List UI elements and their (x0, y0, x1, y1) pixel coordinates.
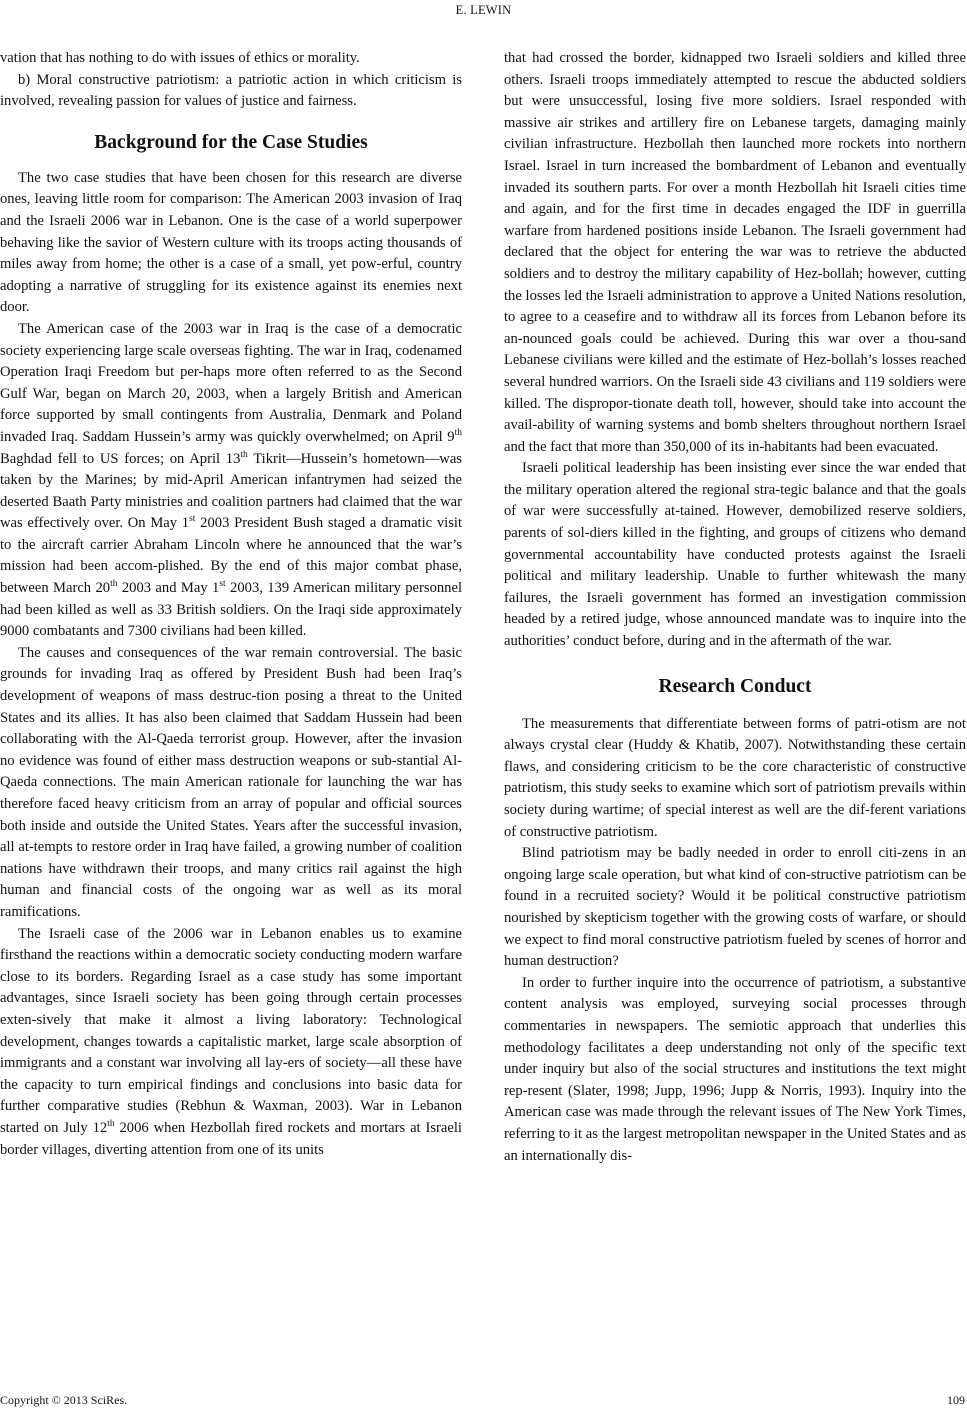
paragraph-iraq-war: The American case of the 2003 war in Iraq is the case of a democratic society experiencing large scale overseas fighting. The war in Iraq, codenamed Operation Iraqi Freedom but per-haps more often referred to as the Second Gulf War, began on March 20, 2003, when a largely British and American force supported by small contingents from Australia, Denmark and Poland invaded Iraq. Saddam Hussein’s army was quickly overwhelmed; on April 9th Baghdad fell to US forces; on April 13th Tikrit—Hussein’s hometown—was taken by the Marines; by mid-April American infantrymen had seized the deserted Baath Party ministries and coalition partners had claimed that the war was effectively over. On May 1st 2003 President Bush staged a dramatic visit to the aircraft carrier Abraham Lincoln where he announced that the war’s mission had been accom-plished. By the end of this major combat phase, between March 20th 2003 and May 1st 2003, 139 American military personnel had been killed as well as 33 British soldiers. On the Iraqi side approximately 9000 combatants and 7300 civilians had been killed. (0, 320, 462, 640)
running-head: E. LEWIN (455, 3, 512, 17)
right-column (504, 48, 966, 1167)
paragraph-israeli-case: The Israeli case of the 2006 war in Lebanon enables us to examine firsthand the reactions within a democratic society conducting modern warfare close to its borders. Regarding Israel as a case study has some important advantages, since Israeli society has been going through certain processes exten-sively that make it almost a living laboratory: Technological development, changes towards a capitalistic market, large scale absorption of immigrants and a constant war involving all lay-ers of society—all these have the capacity to turn empirical findings and conclusions into basic data for further comparative studies (Rebhun & Waxman, 2003). War in Lebanon started on July 12th 2006 when Hezbollah fired rockets and mortars at Israeli border villages, diverting attention from one of its units (0, 925, 462, 1158)
paragraph-moral-patriotism: b) Moral constructive patriotism: a patriotic action in which criticism is involved, revealing passion for values of justice and fairness. (0, 71, 462, 110)
paragraph-measurements: The measurements that differentiate between forms of patri-otism are not always crystal clear (Huddy & Khatib, 2007). Notwithstanding these certain flaws, and considering criticism to be the core characteristic of constructive patriotism, this study seeks to examine which sort of patriotism prevails within society during wartime; of special interest as well are the dif-ferent variations of constructive patriotism. (504, 715, 966, 840)
paragraph-war-causes: The causes and consequences of the war remain controversial. The basic grounds for invading Iraq as offered by President Bush had been Iraq’s development of weapons of mass destruc-tion posing a threat to the United States and its allies. It has also been claimed that Saddam Hussein had been collaborating with the Al-Qaeda terrorist group. However, after the invasion no evidence was found of either mass destruction weapons or sub-stantial Al-Qaeda connections. The main American rationale for launching the war has therefore faced heavy criticism from an array of popular and official sources both inside and outside the United States. Years after the successful invasion, all at-tempts to restore order in Iraq have failed, a growing number of coalition nations have withdrawn their troops, and many critics rail against the high human and financial costs of the ongoing war as well as its moral ramifications. (0, 644, 462, 920)
section-heading-research-conduct: Research Conduct (658, 675, 812, 697)
page-number: 109 (947, 1393, 965, 1407)
paragraph-continuation: vation that has nothing to do with issues of ethics or morality. (0, 50, 360, 66)
paragraph-blind-patriotism: Blind patriotism may be badly needed in order to enroll citi-zens in an ongoing large scale operation, but what kind of con-structive patriotism can be found in a recruited society? Would it be political constructive patriotism nourished by skepticism together with the growing costs of warfare, or should we expect to find moral constructive patriotism fueled by scenes of horror and human destruction? (504, 845, 966, 970)
paragraph-political-leadership: Israeli political leadership has been insisting ever since the war ended that the military operation altered the regional stra-tegic balance and that the goals of war were successfully at-tained. However, demobilized reserve soldiers, parents of sol-diers killed in the fighting, and groups of citizens who demand governmental accountability have conducted protests against the Israeli political and military leadership. Unable to further whitewash the many failures, the Israeli government has formed an investigation commission headed by a retired judge, whose announced mandate was to inquire into the authorities’ conduct before, during and in the aftermath of the war. (504, 460, 966, 650)
left-column (0, 48, 462, 1161)
footer-copyright: Copyright © 2013 SciRes. (0, 1393, 128, 1407)
paragraph-case-studies: The two case studies that have been chosen for this research are diverse ones, leaving little room for comparison: The American 2003 invasion of Iraq and the Israeli 2006 war in Lebanon. One is the case of a world superpower behaving like the savior of Western culture with its troops acting thousands of miles away from home; the other is a case of a small, yet pow-erful, country adopting a narrative of struggling for its existence against its enemies next door. (0, 169, 462, 316)
section-heading-background: Background for the Case Studies (94, 131, 368, 153)
paragraph-lebanon-war: that had crossed the border, kidnapped two Israeli soldiers and killed three others. Israeli troops immediately attempted to rescue the abducted soldiers but were unsuccessful, losing five more soldiers. Israel responded with massive air strikes and artillery fire on Lebanese targets, damaging mainly civilian infrastructure. Hezbollah then launched more rockets into northern Israel. Israel in turn increased the bombardment of Lebanon and eventually invaded its southern parts. For over a month Hezbollah hit Israeli cities time and again, and for the first time in decades engaged the IDF in guerrilla warfare from hardened positions inside Lebanon. The Israeli government had declared that the object for entering the war was to retrieve the abducted soldiers and to destroy the military capability of Hez-bollah; however, cutting the losses led the Israeli administration to approve a United Nations resolution, to agree to a ceasefire and to withdraw all its forces from Lebanon before its an-nounced goals could be achieved. During this war over a thou-sand Lebanese civilians were killed and the estimate of Hez-bollah’s losses reached several hundred warriors. On the Israeli side 43 civilians and 119 soldiers were killed. The dispropor-tionate death toll, however, should take into account the avail-ability of warning systems and bomb shelters throughout northern Israel and the fact that more than 350,000 of its in-habitants had been evacuated. (504, 50, 966, 455)
paragraph-content-analysis: In order to further inquire into the occurrence of patriotism, a substantive content analysis was employed, surveying social processes through commentaries in newspapers. The semiotic approach that underlies this methodology facilitates a deep understanding not only of the specific text under inquiry but also of the social structures and institutions the text might rep-resent (Slater, 1998; Jupp, 1996; Jupp & Norris, 1993). Inquiry into the American case was made through the relevant issues of The New York Times, referring to it as the largest metropolitan newspaper in the United States and as an internationally dis- (504, 974, 966, 1164)
